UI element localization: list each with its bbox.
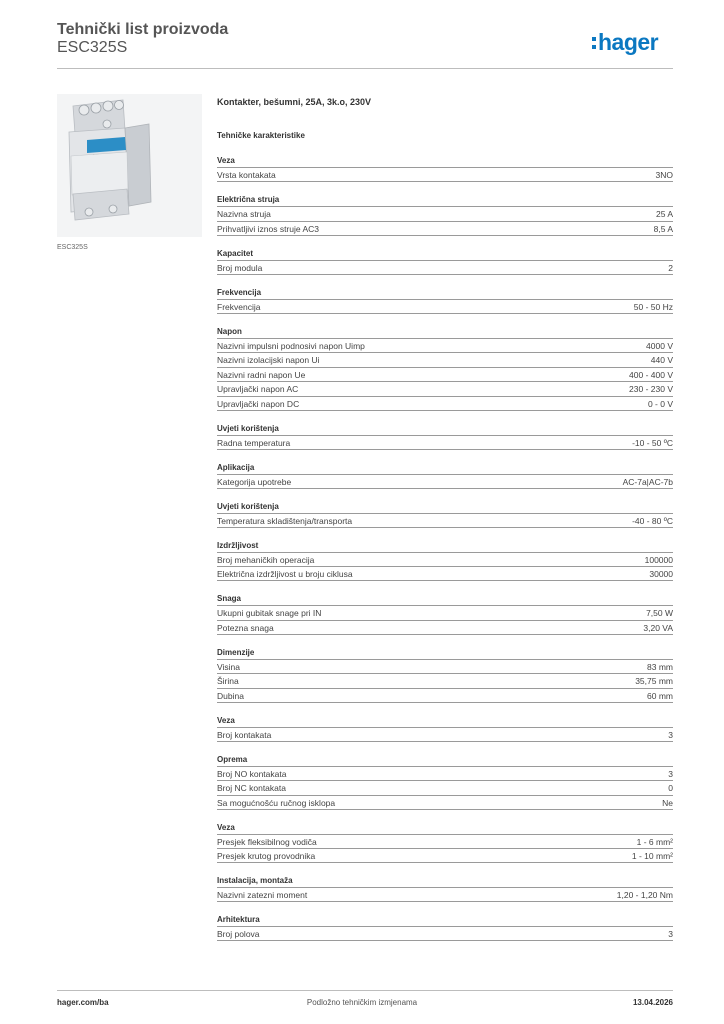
spec-row [217,795,673,810]
header-divider [57,68,673,69]
spec-value: 1,20 - 1,20 Nm [616,890,673,900]
spec-value: 3NO [655,170,673,180]
spec-row [217,206,673,221]
spec-value: 30000 [649,569,673,579]
spec-row [217,221,673,236]
spec-row [217,780,673,795]
spec-value: 0 - 0 V [647,398,673,409]
product-code: ESC325S [57,39,128,56]
spec-value: 440 V [650,355,673,365]
spec-row [217,673,673,688]
spec-label: Presjek fleksibilnog vodiča [217,836,317,847]
section-title: Veza [217,156,235,165]
logo-text: hager [598,28,659,55]
spec-row [217,381,673,396]
spec-section [217,539,673,582]
spec-label: Dubina [217,690,244,701]
spec-label: Broj polova [217,929,260,939]
spec-section [217,913,673,941]
spec-label: Nazivni radni napon Ue [217,369,306,380]
spec-section [217,874,673,902]
spec-sections [217,154,673,941]
section-title: Frekvencija [217,287,262,297]
spec-value: 0 [668,783,673,793]
spec-label: Broj modula [217,262,263,273]
product-image [57,94,202,237]
spec-row [217,352,673,367]
spec-value: 1 - 6 mm² [636,836,673,847]
spec-label: Ukupni gubitak snage pri IN [217,608,322,618]
spec-value: -40 - 80 ºC [632,515,673,526]
spec-row [217,605,673,620]
spec-label: Nazivni izolacijski napon Ui [217,355,320,365]
footer-date: 13.04.2026 [632,998,673,1007]
spec-label: Upravljački napon DC [217,398,300,409]
section-title: Uvjeti korištenja [217,501,279,511]
spec-label: Nazivna struja [217,209,271,219]
section-title: Oprema [217,754,248,764]
characteristics-title: Tehničke karakteristike [217,131,305,140]
spec-section [217,821,673,864]
section-title: Snaga [217,594,242,603]
spec-label: Nazivni zatezni moment [217,890,308,900]
spec-value: 8,5 A [653,223,673,234]
spec-label: Temperatura skladištenja/transporta [217,515,353,526]
spec-section [217,325,673,411]
spec-label: Visina [217,661,240,672]
spec-row [217,435,673,450]
spec-section [217,753,673,810]
spec-label: Potezna snaga [217,622,274,633]
spec-section [217,714,673,742]
spec-content [217,96,673,941]
spec-label: Upravljački napon AC [217,384,299,394]
spec-row [217,834,673,849]
section-title: Kapacitet [217,248,254,258]
spec-value: 2 [668,262,673,273]
section-title: Dimenzije [217,647,255,657]
spec-row [217,688,673,703]
spec-section [217,286,673,314]
spec-section [217,193,673,236]
spec-row [217,474,673,489]
spec-value: 4000 V [646,340,673,351]
section-title: Izdržljivost [217,540,259,550]
spec-row [217,367,673,382]
spec-value: Ne [662,797,673,808]
spec-row [217,620,673,635]
spec-label: Vrsta kontakata [217,170,276,180]
spec-section [217,500,673,528]
spec-value: 3,20 VA [643,622,673,633]
spec-label: Širina [217,676,239,686]
spec-label: Presjek krutog provodnika [217,851,316,861]
spec-row [217,299,673,314]
spec-section [217,461,673,489]
spec-label: Električna izdržljivost u broju ciklusa [217,569,353,579]
spec-label: Broj NO kontakata [217,768,287,779]
spec-row [217,659,673,674]
spec-value: 1 - 10 mm² [631,851,673,861]
spec-value: 3 [668,768,673,779]
spec-label: Prihvatljivi iznos struje AC3 [217,223,320,234]
spec-row [217,260,673,275]
spec-value: 35,75 mm [635,676,673,686]
spec-value: AC-7a|AC-7b [622,476,673,487]
section-title: Instalacija, montaža [217,876,293,885]
spec-section [217,592,673,635]
logo-dots-icon [592,37,596,49]
spec-row [217,848,673,863]
spec-section [217,247,673,275]
spec-label: Broj mehaničkih operacija [217,554,315,565]
spec-label: Nazivni impulsni podnosivi napon Uimp [217,340,365,351]
spec-label: Sa mogućnošću ručnog isklopa [217,797,336,808]
page-title: Tehnički list proizvoda [57,21,229,38]
section-title: Arhitektura [217,915,260,924]
section-title: Električna struja [217,195,280,204]
section-title: Aplikacija [217,462,255,472]
spec-row [217,338,673,353]
spec-label: Broj NC kontakata [217,783,286,793]
spec-section [217,422,673,450]
section-title: Uvjeti korištenja [217,423,279,433]
footer-website-link[interactable]: hager.com/ba [57,998,109,1007]
spec-row [217,552,673,567]
contactor-icon [57,94,202,237]
spec-value: 230 - 230 V [629,384,673,394]
spec-row [217,566,673,581]
spec-row [217,727,673,742]
footer-notice: Podložno tehničkim izmjenama [306,998,418,1007]
spec-section [217,646,673,703]
image-caption: ESC325S [57,244,88,251]
spec-row [217,513,673,528]
spec-value: 50 - 50 Hz [633,301,673,312]
spec-value: 400 - 400 V [629,369,673,380]
hager-logo[interactable] [592,28,674,56]
spec-row [217,926,673,941]
spec-row [217,766,673,781]
spec-value: 25 A [655,209,673,219]
spec-value: -10 - 50 ºC [632,437,673,448]
spec-value: 7,50 W [646,608,673,618]
section-title: Veza [217,715,235,725]
spec-label: Radna temperatura [217,437,291,448]
section-title: Napon [217,326,242,336]
spec-section [217,154,673,182]
spec-row [217,167,673,182]
product-description: Kontakter, bešumni, 25A, 3k.o, 230V [217,97,372,107]
spec-value: 3 [668,729,673,740]
footer-divider [57,990,673,991]
spec-row [217,887,673,902]
spec-value: 83 mm [647,661,673,672]
spec-label: Kategorija upotrebe [217,476,292,487]
spec-value: 60 mm [647,690,673,701]
spec-label: Broj kontakata [217,729,272,740]
spec-value: 100000 [644,554,673,565]
spec-label: Frekvencija [217,301,261,312]
spec-value: 3 [668,929,673,939]
spec-row [217,396,673,411]
section-title: Veza [217,822,235,832]
